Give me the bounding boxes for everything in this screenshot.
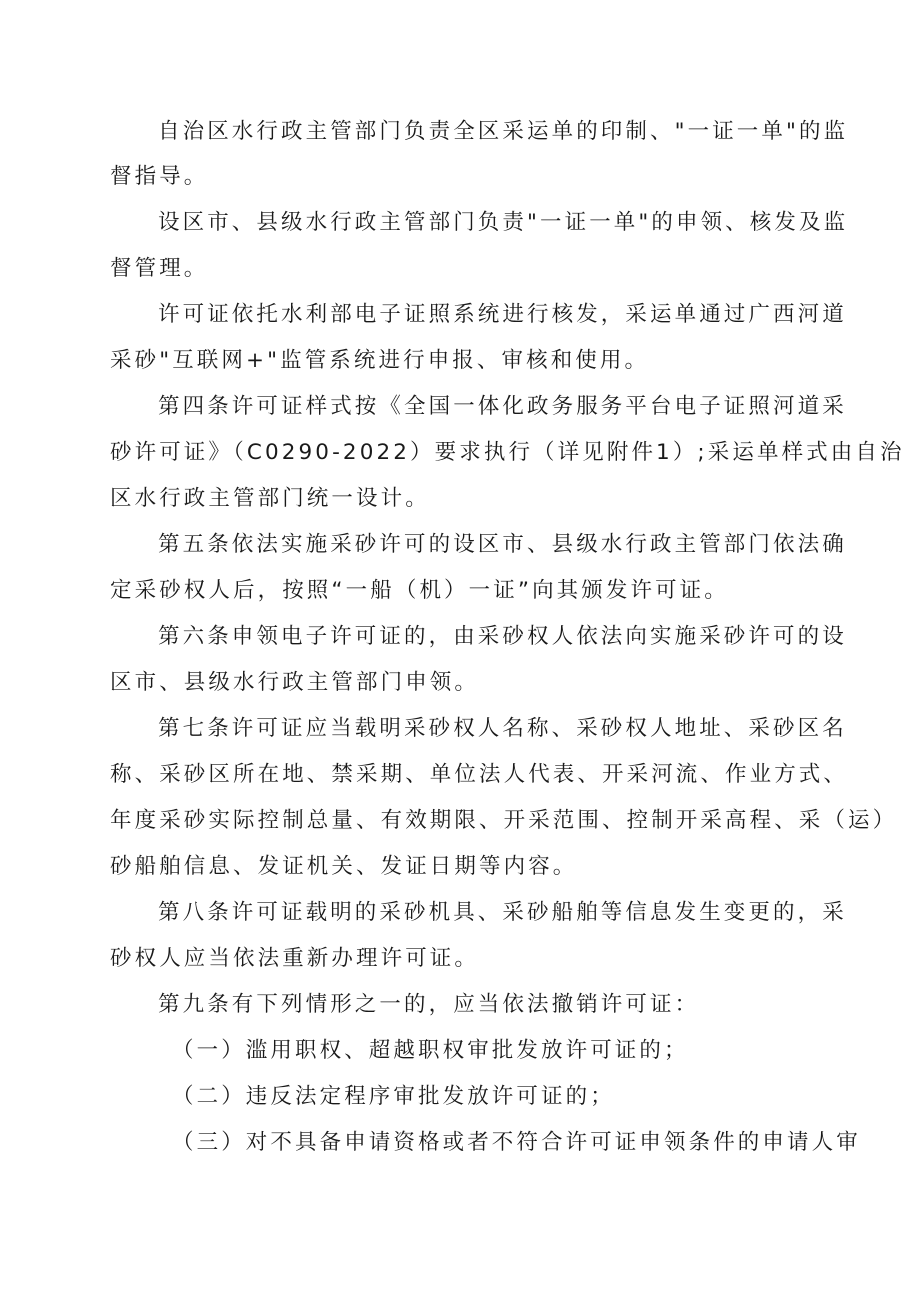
article-9-item: （三）对不具备申请资格或者不符合许可证申领条件的申请人审: [172, 1130, 861, 1155]
paragraph-line: 许可证依托水利部电子证照系统进行核发，采运单通过广西河道: [158, 302, 847, 327]
paragraph-line: 督指导。: [110, 164, 209, 189]
paragraph-line: 督管理。: [110, 256, 209, 281]
article-9-item: （一）滥用职权、超越职权审批发放许可证的；: [172, 1038, 689, 1063]
article-4-line: 砂许可证》（C0290-2022）要求执行（详见附件1）;采运单样式由自治: [110, 440, 905, 465]
article-6-line: 第六条申领电子许可证的，由采砂权人依法向实施采砂许可的设: [158, 624, 847, 649]
article-6-line: 区市、县级水行政主管部门申领。: [110, 670, 480, 695]
article-9-line: 第九条有下列情形之一的，应当依法撤销许可证：: [158, 992, 700, 1017]
article-7-line: 称、采砂区所在地、禁采期、单位法人代表、开采河流、作业方式、: [110, 762, 849, 787]
article-5-line: 定采砂权人后，按照“一船（机）一证”向其颁发许可证。: [110, 578, 729, 603]
article-5-line: 第五条依法实施采砂许可的设区市、县级水行政主管部门依法确: [158, 532, 847, 557]
article-4-line: 第四条许可证样式按《全国一体化政务服务平台电子证照河道采: [158, 394, 847, 419]
article-4-line: 区水行政主管部门统一设计。: [110, 486, 430, 511]
document-body: [110, 0, 905, 1302]
article-7-line: 砂船舶信息、发证机关、发证日期等内容。: [110, 854, 578, 879]
paragraph-line: 设区市、县级水行政主管部门负责"一证一单"的申领、核发及监: [158, 210, 849, 235]
article-7-line: 第七条许可证应当载明采砂权人名称、采砂权人地址、采砂区名: [158, 716, 847, 741]
article-7-line: 年度采砂实际控制总量、有效期限、开采范围、控制开采高程、采（运）: [110, 808, 898, 833]
paragraph-line: 采砂"互联网+"监管系统进行申报、审核和使用。: [110, 348, 650, 373]
paragraph-line: 自治区水行政主管部门负责全区采运单的印制、"一证一单"的监: [158, 119, 849, 144]
article-9-item: （二）违反法定程序审批发放许可证的；: [172, 1084, 615, 1109]
article-8-line: 砂权人应当依法重新办理许可证。: [110, 946, 480, 971]
article-8-line: 第八条许可证载明的采砂机具、采砂船舶等信息发生变更的，采: [158, 900, 847, 925]
